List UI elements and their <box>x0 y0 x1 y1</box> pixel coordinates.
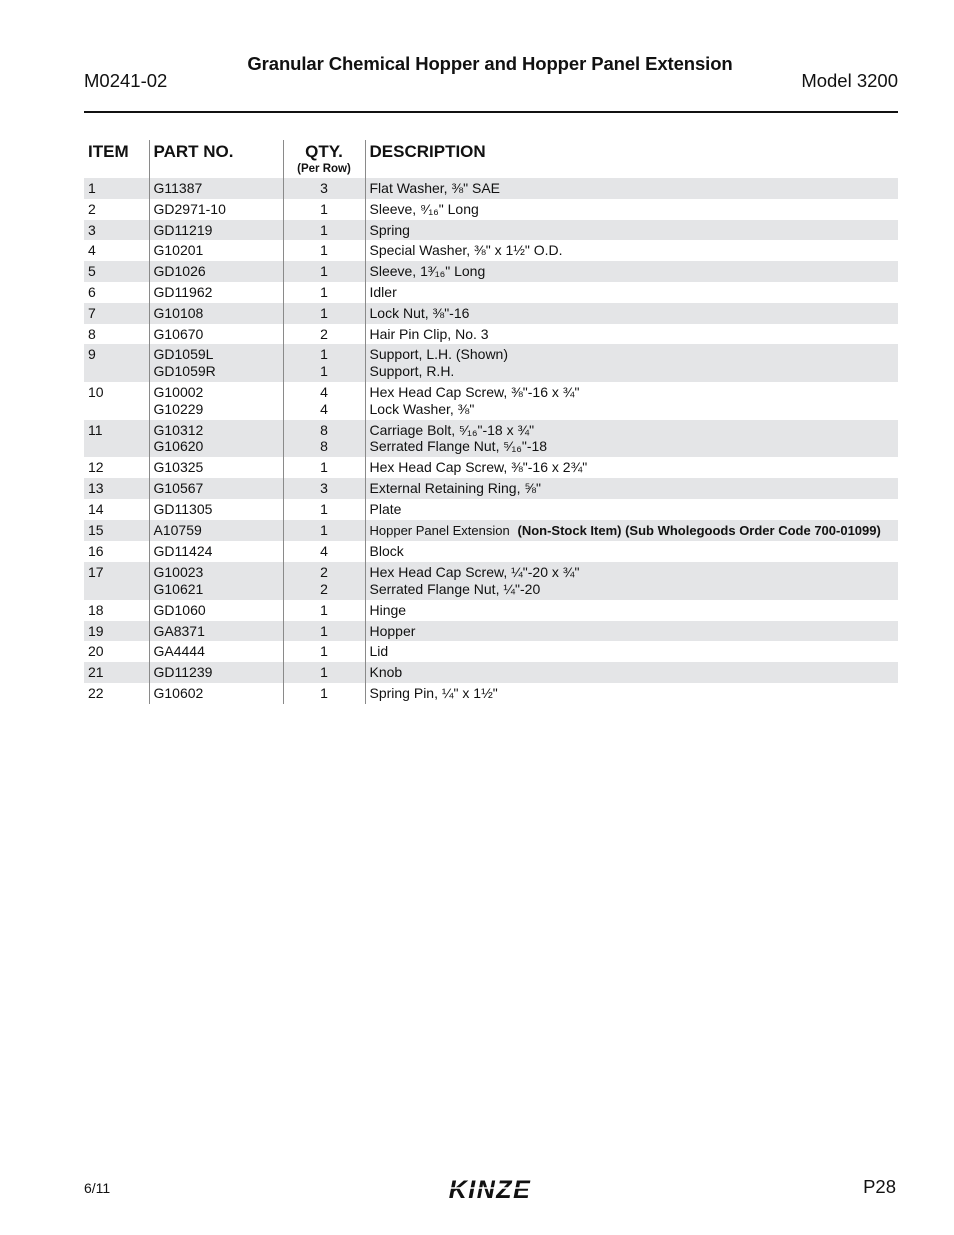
description: Serrated Flange Nut, ⁵⁄₁₆"-18 <box>369 438 548 455</box>
part-number: G10670 <box>153 325 204 342</box>
part-number: GD1059R <box>153 363 216 380</box>
quantity: 3 <box>320 180 328 196</box>
table-row <box>84 303 898 324</box>
part-number-cell <box>149 499 283 520</box>
quantity-cell <box>283 178 365 199</box>
quantity: 4 <box>320 543 328 560</box>
description-cell <box>365 478 898 499</box>
description-text: Hopper Panel Extension <box>369 522 510 538</box>
quantity-cell <box>283 621 365 642</box>
part-number: GD11962 <box>153 283 213 300</box>
description-cell <box>365 662 898 683</box>
table-row <box>84 621 898 642</box>
quantity: 1 <box>320 500 328 517</box>
quantity: 1 <box>320 346 328 363</box>
quantity-cell <box>283 382 365 420</box>
quantity-cell <box>283 478 365 499</box>
description-cell <box>365 541 898 562</box>
item-number: 13 <box>84 478 149 499</box>
description-cell <box>365 382 898 420</box>
part-number: GD1026 <box>153 263 206 280</box>
quantity: 4 <box>320 383 328 400</box>
part-number-cell <box>149 662 283 683</box>
part-number-cell <box>149 541 283 562</box>
table-header-row <box>84 140 898 178</box>
part-number: GD11239 <box>153 664 213 681</box>
part-number: G10002 <box>153 383 204 400</box>
part-number-cell <box>149 621 283 642</box>
column-header-item: ITEM <box>88 142 129 161</box>
quantity-cell <box>283 520 365 542</box>
description-cell <box>365 220 898 241</box>
description: Special Washer, ⅜" x 1½" O.D. <box>369 242 563 259</box>
item-number: 21 <box>84 662 149 683</box>
quantity-cell <box>283 457 365 478</box>
quantity: 1 <box>320 221 328 238</box>
page-title: Granular Chemical Hopper and Hopper Panel Extension <box>247 53 733 74</box>
description-cell <box>365 178 898 199</box>
table-row <box>84 562 898 600</box>
quantity: 2 <box>320 325 328 342</box>
part-number-cell <box>149 282 283 303</box>
part-number-cell <box>149 303 283 324</box>
item-number: 20 <box>88 643 104 660</box>
part-number: G10312 <box>153 421 204 438</box>
part-number: GA8371 <box>153 622 205 639</box>
item-number: 16 <box>88 543 104 560</box>
description: Hinge <box>369 601 407 618</box>
quantity-cell <box>283 562 365 600</box>
description: Block <box>369 543 404 560</box>
part-number: A10759 <box>153 521 202 538</box>
description: Sleeve, ⁹⁄₁₆" Long <box>369 200 479 217</box>
part-number: GD11424 <box>153 543 213 560</box>
description-cell <box>365 641 898 662</box>
description-cell <box>365 344 898 382</box>
quantity-cell <box>283 662 365 683</box>
description: Lock Nut, ⅜"-16 <box>369 304 470 321</box>
item-number: 8 <box>88 325 96 342</box>
part-number: G10201 <box>153 242 204 259</box>
quantity: 1 <box>320 684 328 701</box>
description: Lid <box>369 643 389 660</box>
quantity: 1 <box>320 200 328 217</box>
description: Hex Head Cap Screw, ⅜"-16 x ¾" <box>369 383 580 400</box>
quantity-cell <box>283 600 365 621</box>
part-number: G10023 <box>153 564 204 581</box>
quantity: 1 <box>320 521 328 538</box>
description-cell <box>365 282 898 303</box>
table-row <box>84 220 898 241</box>
part-number: GD2971-10 <box>153 200 226 217</box>
part-number-cell <box>149 261 283 282</box>
description: Idler <box>369 283 397 300</box>
item-number: 1 <box>84 178 149 199</box>
part-number-cell <box>149 199 283 220</box>
description: Hex Head Cap Screw, ⅜"-16 x 2¾" <box>369 459 588 476</box>
table-row <box>84 641 898 662</box>
description-cell <box>365 261 898 282</box>
part-number: G11387 <box>153 180 203 196</box>
quantity: 3 <box>320 479 328 496</box>
description: Hair Pin Clip, No. 3 <box>369 325 489 342</box>
revision-date: 6/11 <box>84 1180 111 1196</box>
part-number: GA4444 <box>153 643 205 660</box>
logo-text: KINZE <box>448 1176 532 1204</box>
quantity: 4 <box>320 400 328 417</box>
quantity-cell <box>283 324 365 345</box>
description-cell <box>365 562 898 600</box>
quantity-cell <box>283 303 365 324</box>
item-number: 17 <box>84 562 149 600</box>
table-row <box>84 478 898 499</box>
quantity: 8 <box>320 421 328 438</box>
part-number-cell <box>149 382 283 420</box>
item-number: 15 <box>84 520 149 542</box>
item-number: 3 <box>84 220 149 241</box>
column-header-part-no: PART NO. <box>149 140 283 178</box>
table-row <box>84 600 898 621</box>
part-number: G10621 <box>153 580 204 597</box>
table-row <box>84 282 898 303</box>
part-number: GD1059L <box>153 346 214 363</box>
description-cell <box>365 683 898 704</box>
description: Support, L.H. (Shown) <box>369 346 509 363</box>
kinze-logo <box>431 1176 549 1204</box>
description: Hex Head Cap Screw, ¼"-20 x ¾" <box>369 564 580 581</box>
part-number: G10229 <box>153 400 204 417</box>
quantity: 1 <box>320 459 328 476</box>
part-number-cell <box>149 683 283 704</box>
quantity: 2 <box>320 564 328 581</box>
part-number-cell <box>149 324 283 345</box>
quantity-cell <box>283 344 365 382</box>
description-cell <box>365 457 898 478</box>
item-number: 9 <box>84 344 149 382</box>
item-number: 10 <box>88 383 104 400</box>
document-number: M0241-02 <box>84 70 168 91</box>
table-row <box>84 662 898 683</box>
model-name: Model 3200 <box>801 70 898 91</box>
quantity: 1 <box>320 283 328 300</box>
item-number: 19 <box>84 621 149 642</box>
table-row <box>84 541 898 562</box>
part-number-cell <box>149 420 283 458</box>
part-number-cell <box>149 600 283 621</box>
item-number: 14 <box>88 500 104 517</box>
column-header-qty <box>283 140 365 178</box>
quantity-cell <box>283 499 365 520</box>
quantity-cell <box>283 282 365 303</box>
part-number: G10108 <box>153 304 204 321</box>
quantity: 8 <box>320 438 328 455</box>
parts-table-body <box>84 178 898 704</box>
item-number: 11 <box>84 420 149 458</box>
quantity-cell <box>283 240 365 261</box>
quantity: 1 <box>320 363 328 380</box>
item-number: 18 <box>88 601 104 618</box>
item-number: 6 <box>88 283 96 300</box>
table-row <box>84 420 898 458</box>
description-cell <box>365 621 898 642</box>
part-number-cell <box>149 344 283 382</box>
quantity-cell <box>283 641 365 662</box>
table-row <box>84 261 898 282</box>
quantity: 1 <box>320 601 328 618</box>
part-number-cell <box>149 457 283 478</box>
table-row <box>84 344 898 382</box>
quantity-cell <box>283 199 365 220</box>
part-number: G10567 <box>153 479 204 496</box>
quantity: 1 <box>320 622 328 639</box>
description: Carriage Bolt, ⁵⁄₁₆"-18 x ¾" <box>369 421 535 438</box>
quantity: 1 <box>320 242 328 259</box>
quantity-cell <box>283 261 365 282</box>
quantity: 1 <box>320 643 328 660</box>
page-number: P28 <box>863 1176 896 1197</box>
table-row <box>84 683 898 704</box>
table-row <box>84 199 898 220</box>
description: Knob <box>369 664 403 681</box>
table-row <box>84 382 898 420</box>
item-number: 2 <box>88 200 96 217</box>
quantity-cell <box>283 541 365 562</box>
item-number: 4 <box>88 242 96 259</box>
header-divider <box>84 111 898 113</box>
table-row <box>84 520 898 542</box>
quantity: 1 <box>320 664 328 681</box>
part-number-cell <box>149 520 283 542</box>
description: Spring Pin, ¼" x 1½" <box>369 684 498 701</box>
description-cell <box>365 499 898 520</box>
table-row <box>84 324 898 345</box>
description-note: (Non-Stock Item) (Sub Wholegoods Order Code 700-01099) <box>517 522 881 538</box>
quantity-cell <box>283 683 365 704</box>
quantity-cell <box>283 420 365 458</box>
description: Lock Washer, ⅜" <box>369 400 475 417</box>
description: Serrated Flange Nut, ¼"-20 <box>369 580 541 597</box>
description-cell <box>365 240 898 261</box>
description: Flat Washer, ⅜" SAE <box>369 180 500 196</box>
part-number: G10620 <box>153 438 204 455</box>
quantity: 2 <box>320 580 328 597</box>
item-number: 12 <box>88 459 104 476</box>
qty-header-label: QTY. <box>305 142 343 161</box>
part-number-cell <box>149 478 283 499</box>
quantity-cell <box>283 220 365 241</box>
part-number-cell <box>149 240 283 261</box>
description-cell <box>365 420 898 458</box>
description-cell <box>365 520 898 542</box>
part-number: G10325 <box>153 459 204 476</box>
quantity: 1 <box>320 263 328 280</box>
parts-table <box>84 140 898 704</box>
description-cell <box>365 303 898 324</box>
description: Spring <box>369 221 410 238</box>
description: Plate <box>369 500 402 517</box>
table-row <box>84 457 898 478</box>
part-number-cell <box>149 220 283 241</box>
column-header-description: DESCRIPTION <box>365 140 898 178</box>
part-number: GD11305 <box>153 500 213 517</box>
part-number: G10602 <box>153 684 204 701</box>
item-number: 22 <box>88 684 104 701</box>
description-cell <box>365 324 898 345</box>
part-number: GD11219 <box>153 221 213 238</box>
quantity: 1 <box>320 304 328 321</box>
table-row <box>84 178 898 199</box>
description: Sleeve, 1³⁄₁₆" Long <box>369 263 486 280</box>
qty-header-sublabel: (Per Row) <box>297 163 351 175</box>
description-cell <box>365 199 898 220</box>
part-number-cell <box>149 178 283 199</box>
item-number: 5 <box>84 261 149 282</box>
description <box>370 522 899 540</box>
description: Support, R.H. <box>369 363 455 380</box>
description: External Retaining Ring, ⅝" <box>369 479 542 496</box>
item-number: 7 <box>84 303 149 324</box>
part-number: GD1060 <box>153 601 206 618</box>
table-row <box>84 240 898 261</box>
description: Hopper <box>369 622 416 639</box>
table-row <box>84 499 898 520</box>
part-number-cell <box>149 641 283 662</box>
part-number-cell <box>149 562 283 600</box>
description-cell <box>365 600 898 621</box>
